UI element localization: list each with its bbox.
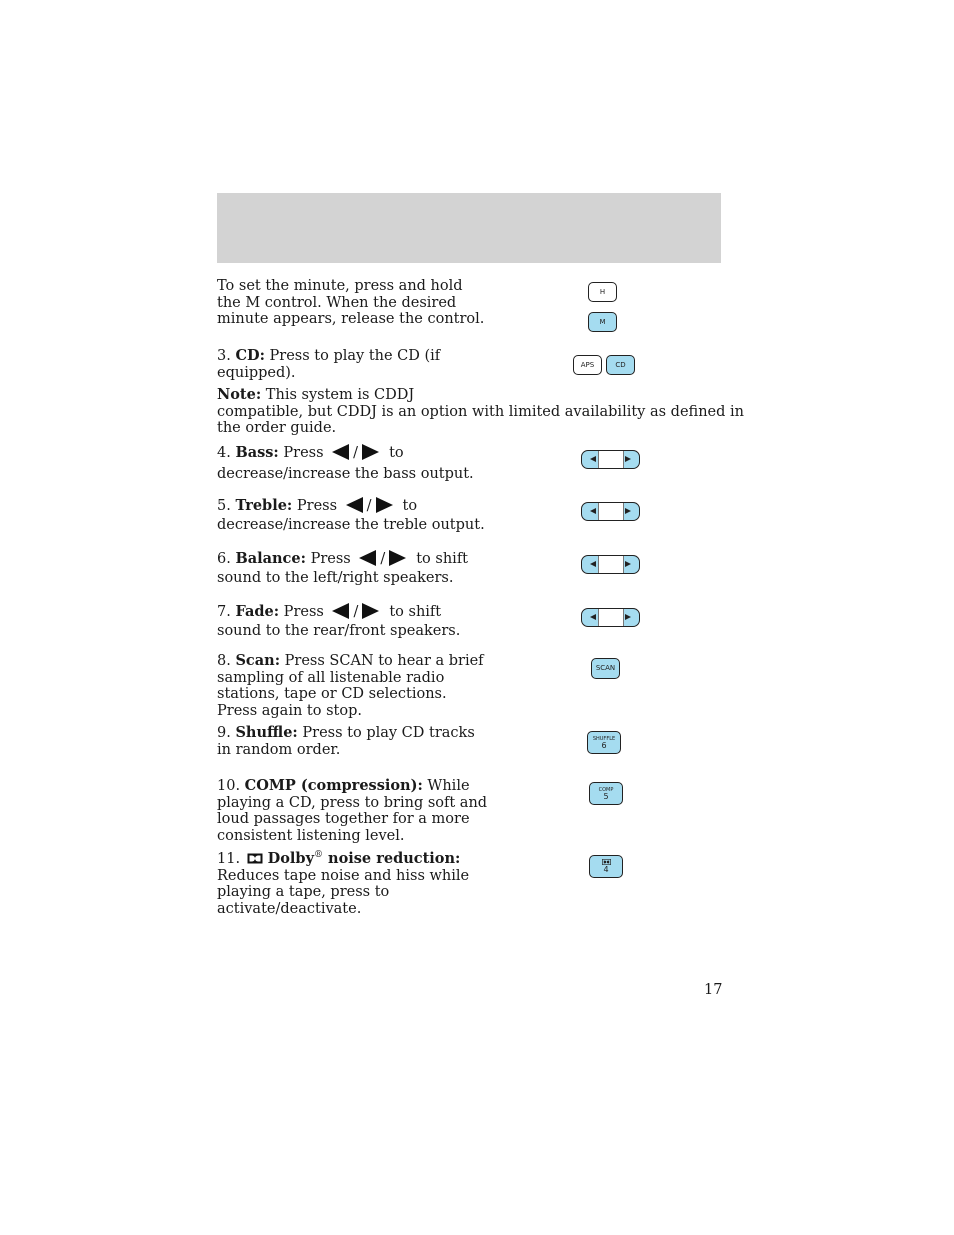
comp-button[interactable]: COMP 5 <box>589 782 623 805</box>
left-arrow-icon <box>590 456 596 462</box>
intro-line: minute appears, release the control. <box>217 311 485 327</box>
balance-rocker-button[interactable] <box>581 555 640 574</box>
right-arrow-icon <box>362 603 379 619</box>
minute-button[interactable]: M <box>588 312 617 332</box>
left-arrow-icon <box>590 614 596 620</box>
dolby-description: 11. Dolby® noise reduction: Reduces tape noise and hiss while playing a tape, press to activate/deactivate. <box>217 850 470 917</box>
right-arrow-icon <box>625 508 631 514</box>
dolby-button[interactable]: 4 <box>589 855 623 878</box>
left-arrow-icon <box>346 497 363 513</box>
balance-description: 6. Balance: Press / to shift sound to the left/right speakers. <box>217 550 469 586</box>
shuffle-description: 9. Shuffle: Press to play CD tracks in random order. <box>217 724 475 758</box>
aps-button[interactable]: APS <box>573 355 602 375</box>
right-arrow-icon <box>625 456 631 462</box>
intro-text <box>217 278 484 328</box>
right-arrow-icon <box>376 497 393 513</box>
left-arrow-icon <box>359 550 376 566</box>
note-text: Note: This system is CDDJ compatible, but CDDJ is an option with limited availability as defined in the order guide. <box>217 386 744 436</box>
left-arrow-icon <box>590 508 596 514</box>
right-arrow-icon <box>362 444 379 460</box>
right-arrow-icon <box>389 550 406 566</box>
left-arrow-icon <box>332 444 349 460</box>
section-header-bar <box>217 193 721 263</box>
fade-rocker-button[interactable] <box>581 608 640 627</box>
page-number: 17 <box>704 982 723 998</box>
left-arrow-icon <box>332 603 349 619</box>
bass-rocker-button[interactable] <box>581 450 640 469</box>
comp-description: 10. COMP (compression): While playing a CD, press to bring soft and loud passages together for a more consistent listening level. <box>217 777 488 844</box>
treble-rocker-button[interactable] <box>581 502 640 521</box>
right-arrow-icon <box>625 561 631 567</box>
scan-button[interactable]: SCAN <box>591 658 620 679</box>
hour-button[interactable]: H <box>588 282 617 302</box>
dolby-icon <box>247 853 263 864</box>
treble-description: 5. Treble: Press / to decrease/increase the treble output. <box>217 497 485 533</box>
right-arrow-icon <box>625 614 631 620</box>
scan-description: 8. Scan: Press SCAN to hear a brief sampling of all listenable radio stations, tape or CD selections. Press again to stop. <box>217 652 484 719</box>
shuffle-button[interactable]: SHUFFLE 6 <box>587 731 621 754</box>
intro-line: To set the minute, press and hold <box>217 278 463 294</box>
cd-button[interactable]: CD <box>606 355 635 375</box>
left-arrow-icon <box>590 561 596 567</box>
bass-description: 4. Bass: Press / to decrease/increase the bass output. <box>217 444 474 482</box>
fade-description: 7. Fade: Press / to shift sound to the rear/front speakers. <box>217 603 461 639</box>
intro-line: the M control. When the desired <box>217 294 457 311</box>
cd-description: 3. CD: Press to play the CD (if equipped). <box>217 347 441 381</box>
